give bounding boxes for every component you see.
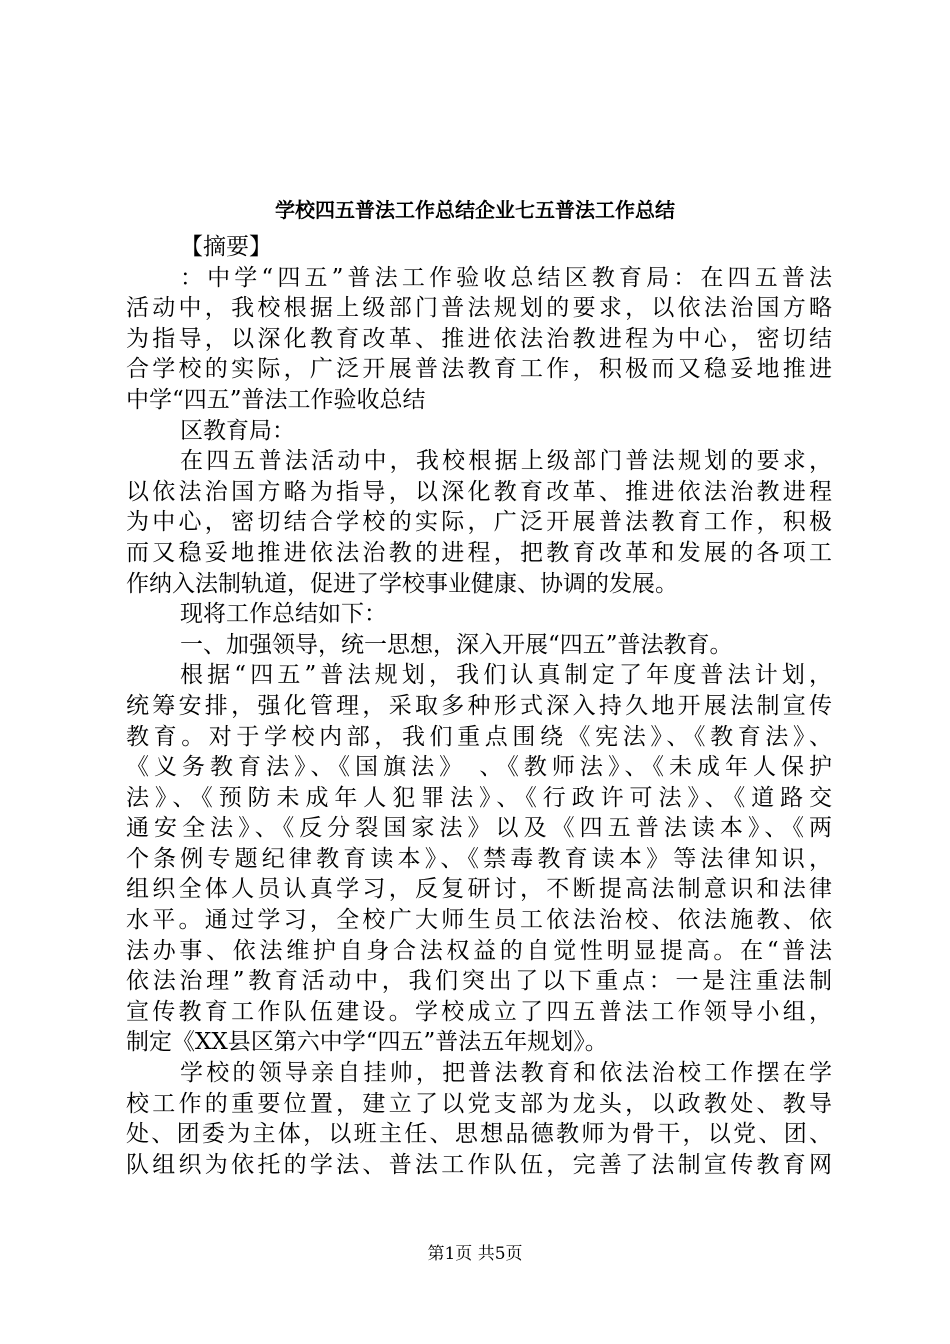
text-line: 个条例专题纪律教育读本》、《禁毒教育读本》等法律知识， <box>126 845 832 872</box>
text-line: 水平。通过学习，全校广大师生员工依法治校、依法施教、依 <box>126 907 832 934</box>
text-line: 中学“四五”普法工作验收总结 <box>126 386 426 413</box>
page-footer: 第1页 共5页 <box>427 1244 523 1264</box>
text-line: 以依法治国方略为指导，以深化教育改革、推进依法治教进程 <box>126 478 832 505</box>
text-line: 区教育局： <box>180 417 295 444</box>
text-line: 依法治理”教育活动中，我们突出了以下重点：一是注重法制 <box>126 968 832 995</box>
document-title: 学校四五普法工作总结企业七五普法工作总结 <box>275 198 675 222</box>
text-line: 法办事、依法维护自身合法权益的自觉性明显提高。在“普法 <box>126 937 832 964</box>
text-line: 为中心，密切结合学校的实际，广泛开展普法教育工作，积极 <box>126 509 832 536</box>
text-line: 一、加强领导，统一思想，深入开展“四五”普法教育。 <box>180 631 733 658</box>
text-line: 在四五普法活动中，我校根据上级部门普法规划的要求， <box>180 448 832 475</box>
text-line: 法》、《预防未成年人犯罪法》、《行政许可法》、《道路交 <box>126 784 832 811</box>
text-line: 组织全体人员认真学习，反复研讨，不断提高法制意识和法律 <box>126 876 832 903</box>
text-line: 学校的领导亲自挂帅，把普法教育和依法治校工作摆在学 <box>180 1060 832 1087</box>
text-line: 根据“四五”普法规划，我们认真制定了年度普法计划， <box>180 662 832 689</box>
text-line: 队组织为依托的学法、普法工作队伍，完善了法制宣传教育网 <box>126 1151 832 1178</box>
text-line: ：中学“四五”普法工作验收总结区教育局：在四五普法 <box>180 264 832 291</box>
text-line: 活动中，我校根据上级部门普法规划的要求，以依法治国方略 <box>126 295 832 322</box>
text-line: 合学校的实际，广泛开展普法教育工作，积极而又稳妥地推进 <box>126 356 832 383</box>
text-line: 而又稳妥地推进依法治教的进程，把教育改革和发展的各项工 <box>126 539 832 566</box>
text-line: 处、团委为主体，以班主任、思想品德教师为骨干，以党、团、 <box>126 1121 832 1148</box>
text-line: 为指导，以深化教育改革、推进依法治教进程为中心，密切结 <box>126 325 832 352</box>
text-line: 教育。对于学校内部，我们重点围绕《宪法》、《教育法》、 <box>126 723 832 750</box>
document-body <box>126 232 832 1180</box>
text-line: 制定《XX县区第六中学“四五”普法五年规划》。 <box>126 1029 608 1056</box>
text-line: 通安全法》、《反分裂国家法》以及《四五普法读本》、《两 <box>126 815 832 842</box>
text-line: 【摘要】 <box>180 234 272 260</box>
text-line: 作纳入法制轨道，促进了学校事业健康、协调的发展。 <box>126 570 678 597</box>
text-line: 《义务教育法》、《国旗法》 、《教师法》、《未成年人保护 <box>126 754 832 781</box>
text-line: 统筹安排，强化管理，采取多种形式深入持久地开展法制宣传 <box>126 692 832 719</box>
text-line: 宣传教育工作队伍建设。学校成立了四五普法工作领导小组， <box>126 998 832 1025</box>
text-line: 现将工作总结如下： <box>180 601 387 628</box>
text-line: 校工作的重要位置，建立了以党支部为龙头，以政教处、教导 <box>126 1090 832 1117</box>
